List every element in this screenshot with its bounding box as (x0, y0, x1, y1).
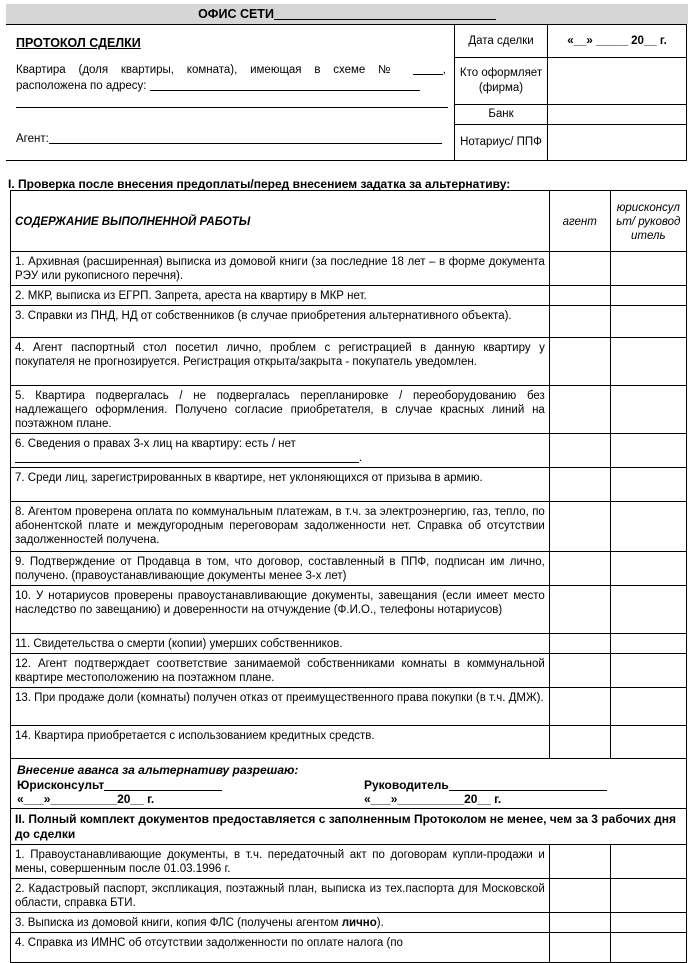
check-row-14: 14. Квартира приобретается с использованием кредитных средств. (11, 726, 550, 759)
doc-lawyer-check-1[interactable] (610, 845, 686, 879)
doc-agent-check-1[interactable] (549, 845, 610, 879)
protocol-title: ПРОТОКОЛ СДЕЛКИ (16, 36, 141, 50)
third-party-rights-field[interactable] (15, 451, 359, 463)
col-lawyer-label: юрисконсульт/ руководитель (616, 201, 681, 242)
check-row-7: 7. Среди лиц, зарегистрированных в квартире, нет уклоняющихся от призыва в армию. (11, 468, 550, 502)
lawyer-check-11[interactable] (610, 634, 686, 654)
doc-lawyer-check-2[interactable] (610, 879, 686, 913)
lawyer-check-13[interactable] (610, 688, 686, 726)
agent-check-10[interactable] (549, 586, 610, 634)
permission-block (11, 759, 687, 809)
lawyer-sign-line (17, 778, 222, 792)
bank-label: Банк (488, 108, 514, 121)
lawyer-label: Юрисконсульт (17, 778, 105, 792)
lawyer-check-3[interactable] (610, 306, 686, 338)
agent-check-3[interactable] (549, 306, 610, 338)
address-field-1[interactable] (150, 79, 420, 91)
check-row-8: 8. Агентом проверена оплата по коммунальным платежам, в т.ч. за электроэнергию, газ, тепло, по абонентской плате и междугородным переговорам задолженности нет. Справка об отсутствии задолженностей получена. (11, 502, 550, 552)
office-name-field[interactable] (274, 6, 496, 20)
apartment-scheme-label: Квартира (доля квартиры, комната), имеющая в схеме № (16, 64, 400, 76)
notary-label: Нотариус/ ППФ (460, 135, 542, 148)
doc-row-3-text: 3. Выписка из домовой книги, копия ФЛС (получены агентом (15, 917, 342, 929)
check-row-11: 11. Свидетельства о смерти (копии) умерших собственников. (11, 634, 550, 654)
permission-title: Внесение аванса за альтернативу разрешаю: (17, 763, 299, 777)
deal-date-value: «__» _____ 20__ г. (567, 35, 667, 48)
col-work-label: СОДЕРЖАНИЕ ВЫПОЛНЕННОЙ РАБОТЫ (15, 215, 251, 228)
firm-label: Кто оформляет (фирма) (459, 66, 543, 94)
bank-value-cell[interactable] (548, 104, 687, 124)
lawyer-check-12[interactable] (610, 654, 686, 688)
bank-label-cell (455, 104, 548, 124)
col-lawyer-header (610, 191, 686, 252)
check-row-4: 4. Агент паспортный стол посетил лично, проблем с регистрацией в данную квартиру у покупателя не прогнозируется. Регистрация открыта/закрыта - покупатель уведомлен. (11, 338, 550, 386)
lawyer-check-6[interactable] (610, 434, 686, 468)
check-row-1: 1. Архивная (расширенная) выписка из домовой книги (за последние 18 лет – в форме документа РЭУ или рукописного перечня). (11, 252, 550, 286)
agent-check-11[interactable] (549, 634, 610, 654)
doc-row-2: 2. Кадастровый паспорт, экспликация, поэтажный план, выписка из тех.паспорта для Московской области, справка БТИ. (11, 879, 550, 913)
apartment-line-2 (16, 79, 420, 92)
director-date-line[interactable]: «___»__________20__ г. (364, 792, 502, 806)
lawyer-signature-field[interactable] (104, 779, 222, 791)
deal-date-label: Дата сделки (468, 35, 534, 48)
protocol-info-cell (6, 25, 455, 161)
check-row-2: 2. МКР, выписка из ЕГРП. Запрета, ареста на квартиру в МКР нет. (11, 286, 550, 306)
col-agent-label: агент (562, 215, 597, 228)
firm-label-cell (455, 58, 548, 104)
agent-check-2[interactable] (549, 286, 610, 306)
notary-value-cell[interactable] (548, 124, 687, 160)
lawyer-check-5[interactable] (610, 386, 686, 434)
firm-value-cell[interactable] (548, 58, 687, 104)
director-signature-field[interactable] (449, 779, 607, 791)
checklist-table (10, 190, 687, 963)
agent-check-9[interactable] (549, 552, 610, 586)
check-row-12: 12. Агент подтверждает соответствие занимаемой собственниками комнаты в коммунальной квартире местоположению на поэтажном плане. (11, 654, 550, 688)
lawyer-check-10[interactable] (610, 586, 686, 634)
col-agent-header (549, 191, 610, 252)
doc-row-1: 1. Правоустанавливающие документы, в т.ч. передаточный акт по договорам купли-продажи и мены, совершенным после 01.03.1996 г. (11, 845, 550, 879)
lawyer-check-4[interactable] (610, 338, 686, 386)
check-row-9: 9. Подтверждение от Продавца в том, что договор, составленный в ППФ, подписан им лично, получено. (правоустанавливающие документы менее 3-х лет) (11, 552, 550, 586)
section2-title: II. Полный комплект документов предоставляется с заполненным Протоколом не менее, чем за 3 рабочих дня до сделки (11, 809, 687, 845)
apartment-line-1: Квартира (доля квартиры, комната), имеющая в схеме № , (16, 64, 446, 76)
agent-check-6[interactable] (549, 434, 610, 468)
doc-lawyer-check-4[interactable] (610, 933, 686, 963)
doc-row-3-end: ). (376, 917, 384, 929)
office-label: ОФИС СЕТИ (198, 7, 274, 21)
doc-agent-check-4[interactable] (549, 933, 610, 963)
address-field-2[interactable] (16, 96, 448, 108)
agent-check-1[interactable] (549, 252, 610, 286)
doc-row-4: 4. Справка из ИМНС об отсутствии задолженности по оплате налога (по (11, 933, 550, 963)
director-sign-line (364, 778, 607, 792)
agent-check-8[interactable] (549, 502, 610, 552)
notary-label-cell (455, 124, 548, 160)
lawyer-check-8[interactable] (610, 502, 686, 552)
check-row-13: 13. При продаже доли (комнаты) получен отказ от преимущественного права покупки (в т.ч. ДМЖ). (11, 688, 550, 726)
office-header (6, 4, 688, 24)
address-label: расположена по адресу: (16, 80, 147, 92)
doc-agent-check-3[interactable] (549, 913, 610, 933)
agent-check-14[interactable] (549, 726, 610, 759)
agent-check-13[interactable] (549, 688, 610, 726)
director-label: Руководитель (364, 778, 449, 792)
scheme-number-field[interactable] (413, 63, 443, 75)
doc-agent-check-2[interactable] (549, 879, 610, 913)
lawyer-check-7[interactable] (610, 468, 686, 502)
deal-date-value-cell[interactable] (548, 25, 687, 58)
agent-check-4[interactable] (549, 338, 610, 386)
lawyer-check-2[interactable] (610, 286, 686, 306)
agent-label: Агент: (16, 133, 49, 145)
protocol-header-table (6, 24, 687, 161)
agent-field[interactable] (49, 132, 442, 144)
agent-check-5[interactable] (549, 386, 610, 434)
check-row-6: 6. Сведения о правах 3-х лиц на квартиру: есть / нет . (11, 434, 550, 468)
check-row-3: 3. Справки из ПНД, НД от собственников (в случае приобретения альтернативного объекта). (11, 306, 550, 338)
agent-check-12[interactable] (549, 654, 610, 688)
check-row-10: 10. У нотариусов проверены правоустанавливающие документы, завещания (если имеет место наследство по завещанию) и доверенности на отчуждение (Ф.И.О., телефоны нотариусов) (11, 586, 550, 634)
check-row-5: 5. Квартира подвергалась / не подвергалась перепланировке / переоборудованию без надлежащего оформления. Получено согласие приобретателя, в случае красных линий на поэтажном плане. (11, 386, 550, 434)
lawyer-date-line[interactable]: «___»__________20__ г. (17, 792, 155, 806)
agent-check-7[interactable] (549, 468, 610, 502)
third-party-rights-text: 6. Сведения о правах 3-х лиц на квартиру: есть / нет (15, 438, 296, 450)
doc-row-3 (11, 913, 550, 933)
lawyer-check-14[interactable] (610, 726, 686, 759)
lawyer-check-1[interactable] (610, 252, 686, 286)
lawyer-check-9[interactable] (610, 552, 686, 586)
doc-lawyer-check-3[interactable] (610, 913, 686, 933)
col-work-header (11, 191, 550, 252)
deal-date-label-cell (455, 25, 548, 58)
section1-title: I. Проверка после внесения предоплаты/перед внесением задатка за альтернативу: (8, 177, 511, 191)
agent-line (16, 132, 442, 145)
doc-row-3-emphasis: лично (341, 917, 377, 929)
